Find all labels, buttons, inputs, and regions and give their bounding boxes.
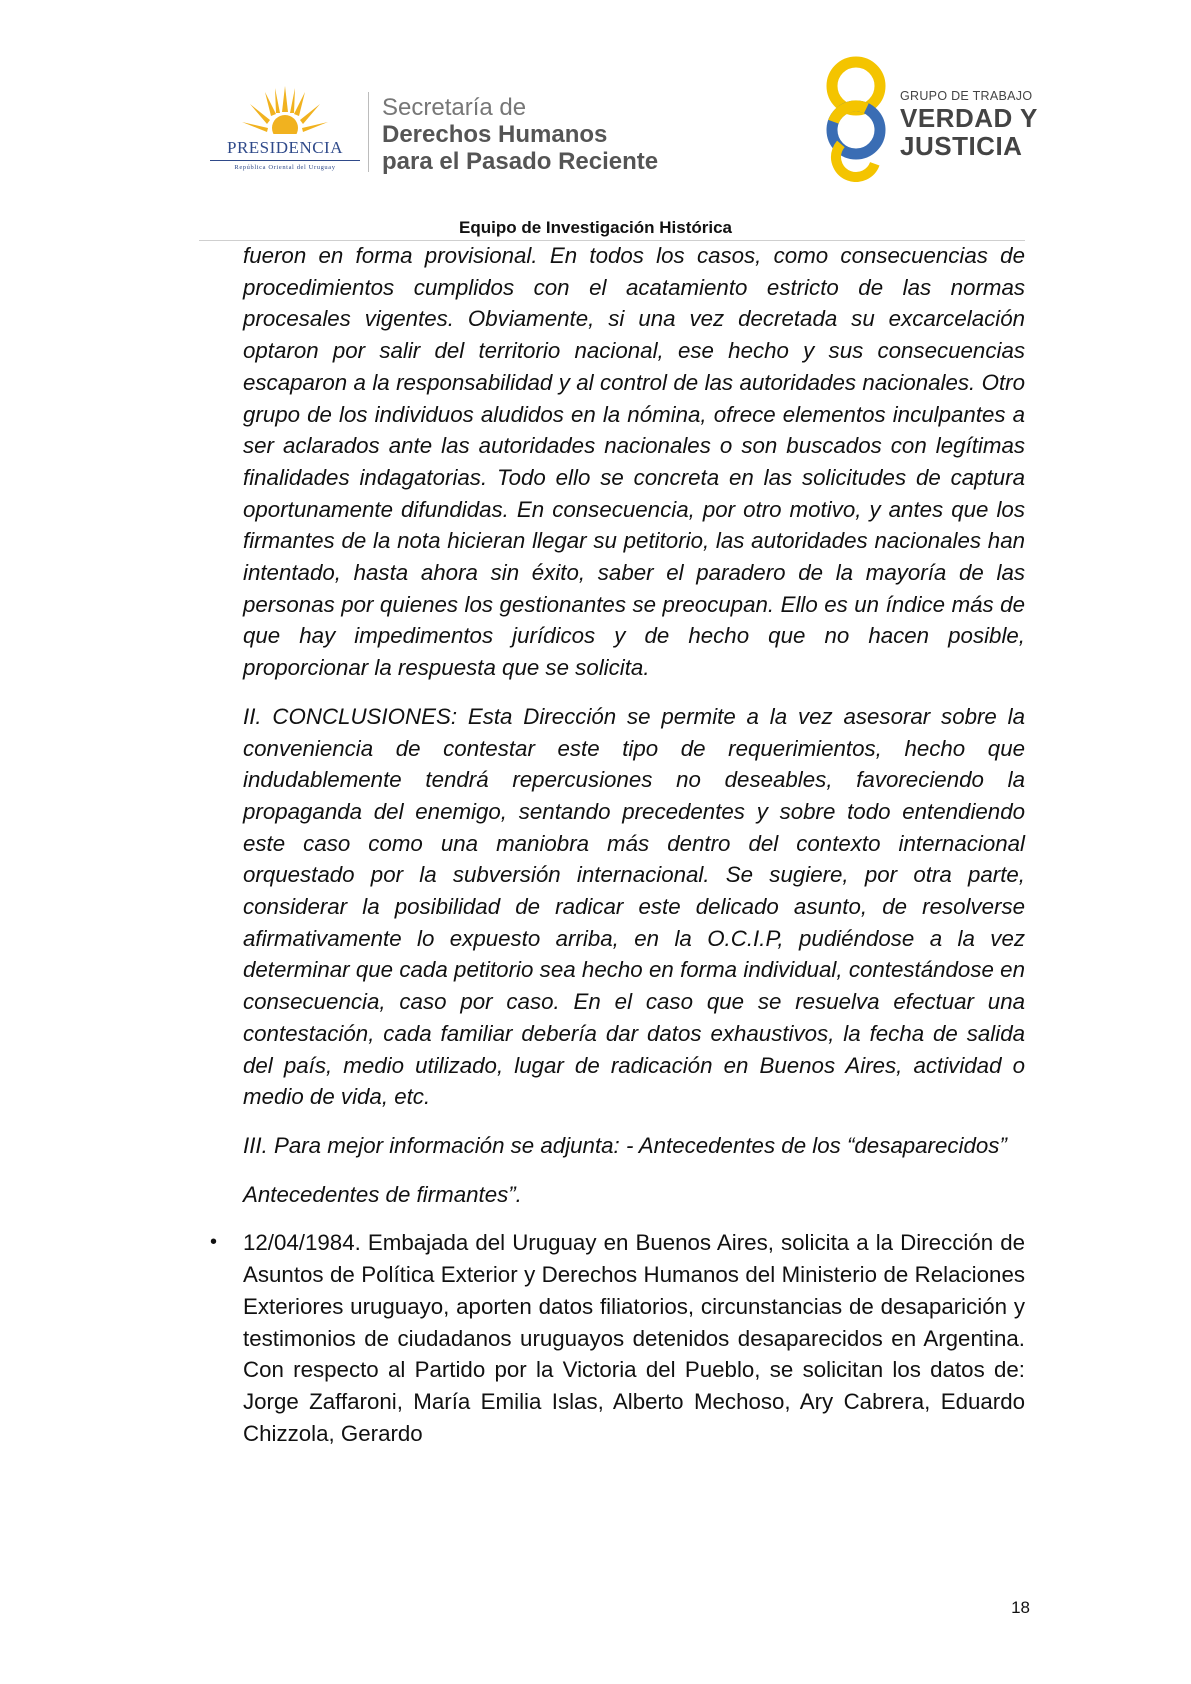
gtvj-big-label-1: VERDAD Y [900, 103, 1038, 133]
header-divider [368, 92, 369, 172]
presidencia-name: PRESIDENCIA [226, 138, 343, 157]
paragraph-conclusiones: II. CONCLUSIONES: Esta Dirección se permite a la vez asesorar sobre la conveniencia de contestar este tipo de requerimientos, hecho que indudablemente tendrá repercusiones no deseables, favoreciendo la propaganda del enemigo, sentando precedentes y sobre todo entendiendo este caso como una maniobra más dentro del contexto internacional orquestado por la subversión internacional. Se sugiere, por otra parte, considerar la posibilidad de radicar este delicado asunto, de resolverse afirmativamente lo expuesto arriba, en la O.C.I.P, pudiéndose a la vez determinar que cada petitorio sea hecho en forma individual, contestándose en consecuencia, caso por caso. En el caso que se resuelva efectuar una contestación, cada familiar debería dar datos exhaustivos, la fecha de salida del país, medio utilizado, lugar de radicación en Buenos Aires, actividad o medio de vida, etc. [243, 703, 1025, 1110]
secretaria-line-2: Derechos Humanos [382, 121, 608, 148]
team-title: Equipo de Investigación Histórica [459, 218, 732, 237]
presidencia-logo [210, 84, 360, 174]
document-body [210, 240, 1025, 1449]
page-number: 18 [1011, 1598, 1030, 1617]
bullet-text: 12/04/1984. Embajada del Uruguay en Buenos Aires, solicita a la Dirección de Asuntos de Política Exterior y Derechos Humanos del Ministerio de Relaciones Exteriores uruguayo, aporten datos filiatorios, circunstancias de desaparición y testimonios de ciudadanos uruguayos detenidos desaparecidos en Argentina. Con respecto al Partido por la Victoria del Pueblo, se solicitan los datos de: Jorge Zaffaroni, María Emilia Islas, Alberto Mechoso, Ary Cabrera, Eduardo Chizzola, Gerardo [243, 1230, 1025, 1446]
sun-emblem-icon [240, 84, 330, 138]
paragraph-firmantes: Antecedentes de firmantes”. [243, 1181, 522, 1207]
presidencia-subtitle: República Oriental del Uruguay [234, 164, 336, 171]
secretaria-line-1: Secretaría de [382, 94, 527, 121]
gtvj-big-label-2: JUSTICIA [900, 131, 1023, 161]
gtvj-small-label: GRUPO DE TRABAJO [900, 89, 1033, 103]
paragraph-anexos: III. Para mejor información se adjunta: - Antecedentes de los “desaparecidos” [243, 1132, 1007, 1158]
secretaria-line-3: para el Pasado Reciente [382, 148, 659, 175]
bullet-icon: • [210, 1231, 218, 1254]
secretaria-title [382, 94, 712, 175]
presidencia-rule [210, 160, 360, 161]
list-item [210, 1227, 1025, 1449]
verdad-justicia-wordmark [900, 88, 1038, 160]
paragraph-1: fueron en forma provisional. En todos los casos, como consecuencias de procedimientos cumplidos con el acatamiento estricto de las normas procesales vigentes. Obviamente, si una vez decretada su excarcelación optaron por salir del territorio nacional, ese hecho y sus consecuencias escaparon a la responsabilidad y al control de las autoridades nacionales. Otro grupo de los individuos aludidos en la nómina, ofrece elementos inculpantes a ser aclarados ante las autoridades nacionales o son buscados con legítimas finalidades indagatorias. Todo ello se concreta en las solicitudes de captura oportunamente difundidas. En consecuencia, por otro motivo, y antes que los firmantes de la nota hicieran llegar su petitorio, las autoridades nacionales han intentado, hasta ahora sin éxito, saber el paradero de la mayoría de las personas por quienes los gestionantes se preocupan. Ello es un índice más de que hay impedimentos jurídicos y de hecho que no hacen posible, proporcionar la respuesta que se solicita. [243, 243, 1025, 681]
